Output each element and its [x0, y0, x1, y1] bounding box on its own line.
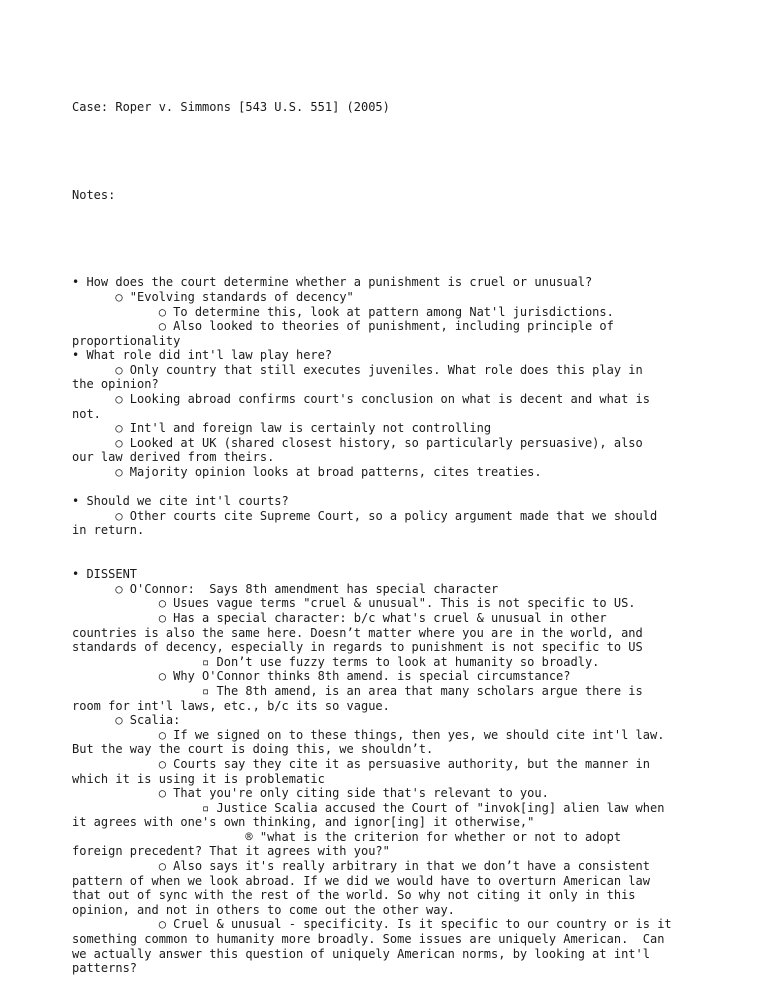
note-line: • DISSENT — [72, 567, 138, 582]
note-line: ○ To determine this, look at pattern among Nat'l jurisdictions. — [72, 304, 614, 319]
notes-label: Notes: — [72, 187, 116, 202]
note-line: ○ Cruel & unusual - specificity. Is it specific to our country or is it — [72, 917, 672, 932]
note-line — [72, 553, 712, 568]
note-line: ○ Other courts cite Supreme Court, so a policy argument made that we should — [72, 508, 658, 523]
note-line: ○ Also says it's really arbitrary in that we don’t have a consistent — [72, 859, 650, 874]
note-line: in return. — [72, 523, 145, 538]
note-line: ▫ The 8th amend, is an area that many scholars argue there is — [72, 683, 643, 698]
note-line: ® "what is the criterion for whether or not to adopt — [72, 829, 622, 844]
note-line: • What role did int'l law play here? — [72, 348, 333, 363]
note-line: not. — [72, 406, 101, 421]
note-line: ○ O'Connor: Says 8th amendment has special character — [72, 581, 499, 596]
note-line: proportionality — [72, 333, 181, 348]
note-line: ○ Looking abroad confirms court's conclusion on what is decent and what is — [72, 392, 650, 407]
note-line: ○ Also looked to theories of punishment, including principle of — [72, 319, 614, 334]
note-line: that out of sync with the rest of the world. So why not citing it only in this — [72, 888, 636, 903]
spacer — [72, 232, 712, 247]
note-line: room for int'l laws, etc., b/c its so vague. — [72, 698, 390, 713]
note-line: our law derived from theirs. — [72, 450, 275, 465]
note-line: we actually answer this question of uniquely American norms, by looking at int'l — [72, 946, 650, 961]
note-line: the opinion? — [72, 377, 159, 392]
note-line: ○ Int'l and foreign law is certainly not controlling — [72, 421, 492, 436]
note-line: ○ Courts say they cite it as persuasive authority, but the manner in — [72, 756, 650, 771]
note-line: countries is also the same here. Doesn’t matter where you are in the world, and — [72, 625, 643, 640]
note-line: ○ If we signed on to these things, then yes, we should cite int'l law. — [72, 727, 665, 742]
note-line: • Should we cite int'l courts? — [72, 494, 289, 509]
note-line — [72, 480, 712, 495]
note-line: ○ That you're only citing side that's relevant to you. — [72, 786, 549, 801]
note-line: patterns? — [72, 961, 138, 976]
note-line: pattern of when we look abroad. If we did we would have to overturn American law — [72, 873, 650, 888]
note-line: ○ Looked at UK (shared closest history, so particularly persuasive), also — [72, 435, 643, 450]
notes-list — [72, 275, 712, 976]
note-line: ○ Why O'Connor thinks 8th amend. is special circumstance? — [72, 669, 571, 684]
document-body — [72, 71, 712, 1005]
note-line: standards of decency, especially in regards to punishment is not specific to US — [72, 640, 643, 655]
note-line: ○ Majority opinion looks at broad patterns, cites treaties. — [72, 465, 542, 480]
note-line: ▫ Don’t use fuzzy terms to look at humanity so broadly. — [72, 654, 600, 669]
note-line: ○ Has a special character: b/c what's cruel & unusual in other — [72, 610, 607, 625]
note-line: foreign precedent? That it agrees with you?" — [72, 844, 390, 859]
note-line: ○ Usues vague terms "cruel & unusual". This is not specific to US. — [72, 596, 636, 611]
note-line: ○ Only country that still executes juveniles. What role does this play in — [72, 362, 643, 377]
note-line: ▫ Justice Scalia accused the Court of "invok[ing] alien law when — [72, 800, 665, 815]
note-line: which it is using it is problematic — [72, 771, 325, 786]
note-line: it agrees with one's own thinking, and ignor[ing] it otherwise," — [72, 815, 535, 830]
case-title: Case: Roper v. Simmons [543 U.S. 551] (2005) — [72, 100, 390, 115]
note-line: opinion, and not in others to come out the other way. — [72, 902, 455, 917]
note-line — [72, 538, 712, 553]
spacer — [72, 144, 712, 159]
note-line: ○ "Evolving standards of decency" — [72, 289, 354, 304]
note-line: ○ Scalia: — [72, 713, 181, 728]
note-line: something common to humanity more broadly. Some issues are uniquely American. Can — [72, 932, 665, 947]
note-line: But the way the court is doing this, we shouldn’t. — [72, 742, 434, 757]
note-line: • How does the court determine whether a punishment is cruel or unusual? — [72, 275, 593, 290]
